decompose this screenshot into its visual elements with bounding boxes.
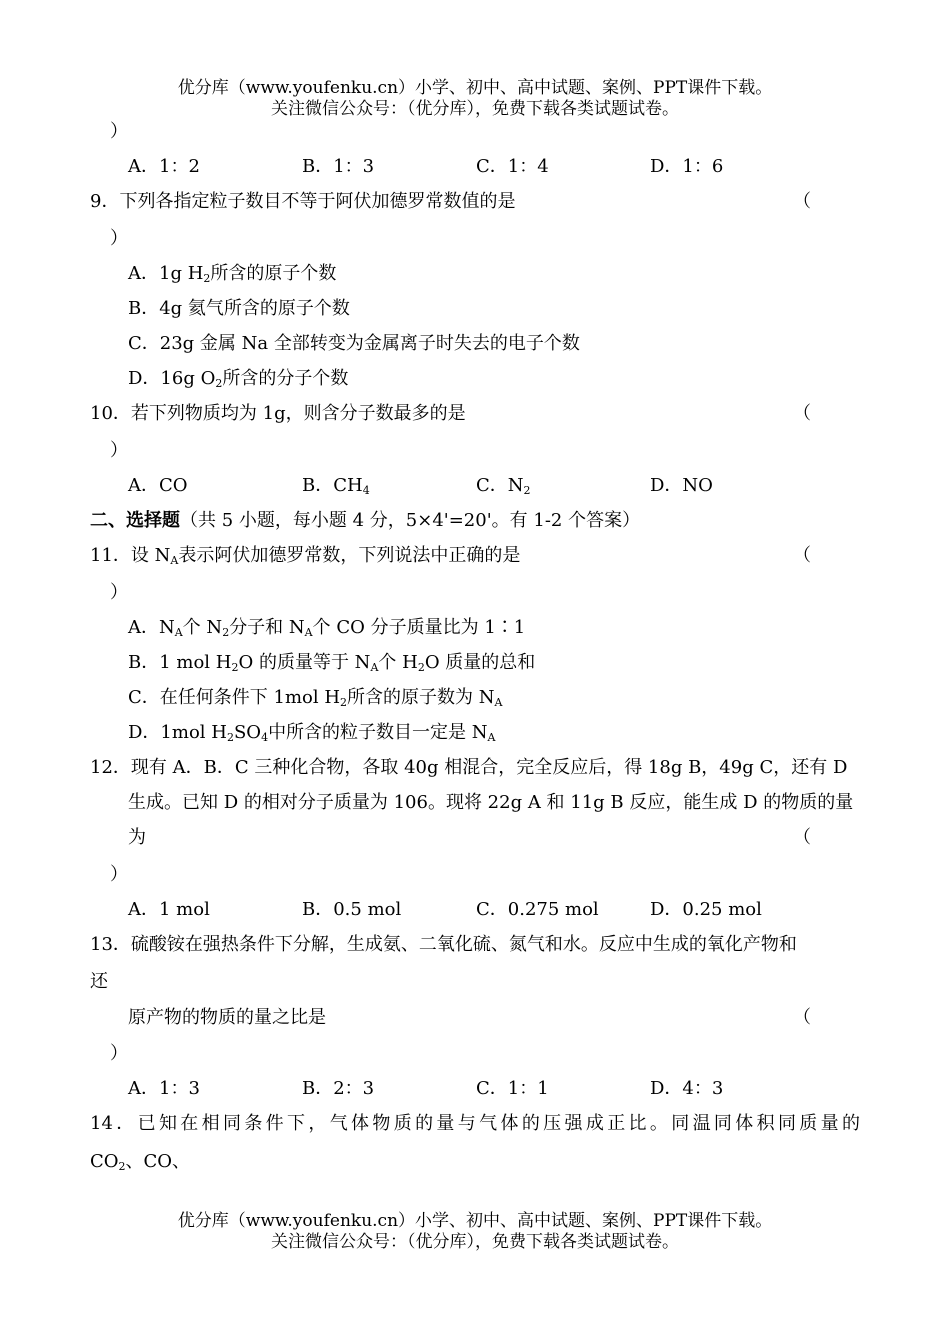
q13-line3: 原产物的物质的量之比是 (128, 1007, 326, 1028)
q10-option-d: D．NO (650, 475, 713, 496)
q12-option-b: B．0.5 mol (302, 899, 402, 920)
q12-option-a: A．1 mol (128, 899, 210, 920)
q10-stem: 10．若下列物质均为 1g，则含分子数最多的是 (90, 403, 466, 424)
q9-paren-open: （ (793, 191, 811, 212)
page-footer-line1: 优分库（www.youfenku.cn）小学、初中、高中试题、案例、PPT课件下载。 (177, 1211, 773, 1231)
q11-stem: 11．设 $N_A$表示阿伏加德罗常数，下列说法中正确的是 (90, 545, 521, 567)
q11-paren-close: ） (110, 582, 128, 603)
q8-option-c: C．1：4 (476, 156, 549, 177)
q13-line1: 13．硫酸铵在强热条件下分解，生成氨、二氧化硫、氮气和水。反应中生成的氧化产物和 (90, 934, 797, 955)
q9-option-c: C．23g 金属 Na 全部转变为金属离子时失去的电子个数 (128, 333, 580, 354)
q9-stem: 9．下列各指定粒子数目不等于阿伏加德罗常数值的是 (90, 191, 516, 212)
page-header-line2: 关注微信公众号：（优分库），免费下载各类试题试卷。 (271, 99, 679, 119)
q14-line1: 14．已知在相同条件下，气体物质的量与气体的压强成正比。同温同体积同质量的 (90, 1113, 860, 1134)
page-header-line1: 优分库（www.youfenku.cn）小学、初中、高中试题、案例、PPT课件下载。 (177, 78, 773, 98)
q13-option-c: C．1：1 (476, 1078, 549, 1099)
q11-option-b: B．1 mol $H_2O$ 的质量等于 $N_A$个 $H_2O$ 质量的总和 (128, 652, 536, 674)
q10-paren-close: ） (110, 440, 128, 461)
q11-option-d: D．1mol $H_2SO_4$中所含的粒子数目一定是 $N_A$ (128, 722, 496, 744)
q9-option-d: D．16g $O_2$所含的分子个数 (128, 368, 349, 390)
q9-option-a: A．1g $H_2$所含的原子个数 (128, 263, 337, 285)
q12-paren-close: ） (110, 864, 128, 885)
section2-heading: 二、选择题（共 5 小题，每小题 4 分，5×4'=20'。有 1-2 个答案） (90, 510, 641, 531)
q8-paren-close: ） (110, 121, 128, 142)
q13-option-b: B．2：3 (302, 1078, 375, 1099)
q14-line2: $CO_2$、CO、 (90, 1151, 191, 1173)
q12-option-c: C．0.275 mol (476, 899, 599, 920)
page-footer-line2: 关注微信公众号：（优分库），免费下载各类试题试卷。 (271, 1232, 679, 1252)
q13-paren-open: （ (793, 1007, 811, 1028)
q8-option-b: B．1：3 (302, 156, 375, 177)
q12-line2: 生成。已知 D 的相对分子质量为 106。现将 22g A 和 11g B 反应，能生成 D 的物质的量 (128, 792, 854, 813)
q10-option-a: A．CO (128, 475, 188, 496)
q10-paren-open: （ (793, 403, 811, 424)
q10-option-b: B．$CH_4$ (302, 475, 370, 497)
q8-option-a: A．1：2 (128, 156, 200, 177)
q13-line2: 还 (90, 971, 108, 992)
q11-option-a: A．$N_A$个 $N_2$分子和 $N_A$个 CO 分子质量比为 1∶1 (128, 617, 526, 639)
q13-paren-close: ） (110, 1043, 128, 1064)
q9-paren-close: ） (110, 228, 128, 249)
q10-option-c: C．$N_2$ (476, 475, 531, 497)
q9-option-b: B．4g 氦气所含的原子个数 (128, 298, 350, 319)
q12-line3: 为 (128, 827, 146, 848)
q13-option-a: A．1：3 (128, 1078, 200, 1099)
q12-paren-open: （ (793, 827, 811, 848)
q13-option-d: D．4：3 (650, 1078, 724, 1099)
q11-paren-open: （ (793, 545, 811, 566)
q8-option-d: D．1：6 (650, 156, 724, 177)
q12-option-d: D．0.25 mol (650, 899, 762, 920)
q12-line1: 12．现有 A．B．C 三种化合物，各取 40g 相混合，完全反应后，得 18g B，49g C，还有 D (90, 757, 848, 778)
q11-option-c: C．在任何条件下 1mol $H_2$所含的原子数为 $N_A$ (128, 687, 503, 709)
